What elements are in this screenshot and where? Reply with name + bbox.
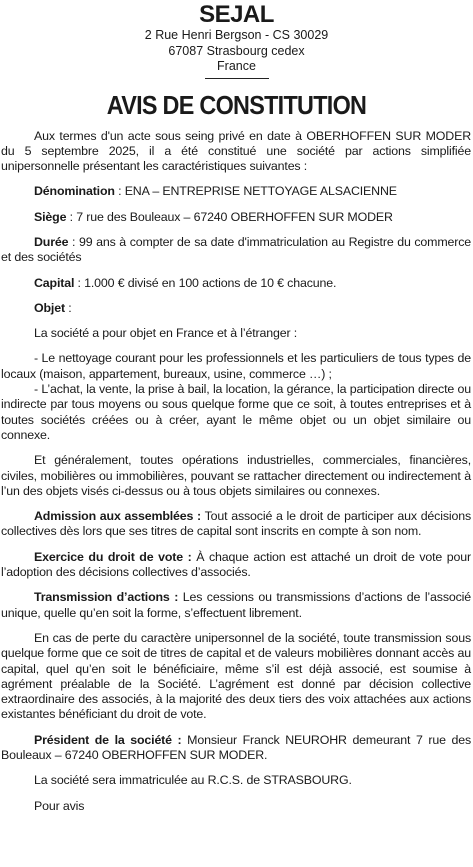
admission-label: Admission aux assemblées : [34, 509, 202, 524]
capital-value: : 1.000 € divisé en 100 actions de 10 € chacune. [74, 275, 337, 290]
duree-paragraph [1, 235, 471, 266]
denomination-value: : ENA – ENTREPRISE NETTOYAGE ALSACIENNE [114, 184, 397, 199]
notice-title: AVIS DE CONSTITUTION [106, 89, 367, 120]
intro-paragraph: Aux termes d'un acte sous seing privé en date à OBERHOFFEN SUR MODER du 5 septembre 2025, il a été constitué une société par actions simplifiée unipersonnelle présentant les caractéristiques suivantes : [1, 128, 471, 174]
firm-address-line2: 67087 Strasbourg cedex [168, 43, 305, 58]
objet-item-2: - L’achat, la vente, la prise à bail, la location, la gérance, la participation directe ou indirecte par tous moyens ou sous quelque forme que ce soit, à toutes entreprises et à toutes sociétés créées ou à créer, ayant le même objet ou un objet similaire ou connexe. [1, 382, 471, 442]
duree-label: Durée [34, 234, 69, 249]
admission-paragraph [1, 509, 471, 540]
vote-label: Exercice du droit de vote : [34, 549, 192, 564]
notice-header [0, 0, 473, 79]
president-value: Monsieur Franck NEUROHR demeurant 7 rue des Bouleaux – 67240 OBERHOFFEN SUR MODER. [1, 732, 471, 762]
siege-paragraph [1, 210, 471, 225]
closing-text: Pour avis [34, 798, 85, 813]
header-divider [205, 78, 269, 79]
objet-item-1: - Le nettoyage courant pour les professionnels et les particuliers de tous types de locaux (maison, appartement, bureaux, usine, commerce …) ; [1, 351, 471, 381]
siege-value: : 7 rue des Bouleaux – 67240 OBERHOFFEN SUR MODER [66, 209, 393, 224]
rcs-paragraph: La société sera immatriculée au R.C.S. de STRASBOURG. [34, 773, 352, 788]
transmission-value: Les cessions ou transmissions d’actions de l’associé unique, quelle qu’en soit la forme, s’effectuent librement. [1, 590, 471, 620]
notice-body [0, 129, 473, 814]
firm-name: SEJAL [199, 1, 274, 28]
firm-address-line3: France [217, 59, 256, 73]
duree-value: : 99 ans à compter de sa date d'immatriculation au Registre du commerce et des sociétés [1, 234, 471, 265]
denomination-label: Dénomination [34, 184, 115, 199]
objet-general: Et généralement, toutes opérations industrielles, commerciales, financières, civiles, mobilières ou immobilières, pouvant se rattacher directement ou indirectement à l’un des objets visés ci-dessus ou à tous objets similaires ou connexes. [1, 453, 471, 498]
vote-paragraph [1, 550, 471, 581]
transmission-perte-paragraph: En cas de perte du caractère unipersonnel de la société, toute transmission sous quelque forme que ce soit de titres de capital et de valeurs mobilières donnant accès au capital, quel qu’en soit le bénéficiaire, même s’il est déjà associé, est soumise à agrément préalable de la Société. L’agrément est donné par décision collective extraordinaire des associés, à la majorité des deux tiers des voix attachées aux actions existantes bénéficiant du droit de vote. [1, 630, 471, 722]
objet-paragraph [1, 301, 471, 316]
siege-label: Siège [34, 209, 67, 224]
capital-paragraph [1, 276, 471, 291]
firm-address-line1: 2 Rue Henri Bergson - CS 30029 [144, 28, 329, 42]
objet-intro: La société a pour objet en France et à l’étranger : [34, 326, 298, 341]
capital-label: Capital [34, 275, 75, 290]
president-label: Président de la société : [34, 732, 182, 747]
objet-value: : [64, 300, 72, 315]
denomination-paragraph [1, 184, 471, 199]
transmission-label: Transmission d’actions : [34, 590, 179, 605]
vote-value: À chaque action est attaché un droit de vote pour l’adoption des décisions collectives d’associés. [1, 549, 471, 580]
president-paragraph [1, 733, 471, 764]
admission-value: Tout associé a le droit de participer aux décisions collectives dès lors que ses titres de capital sont inscrits en compte à son nom. [1, 509, 471, 539]
objet-label: Objet [34, 300, 65, 315]
transmission-paragraph [1, 590, 471, 621]
